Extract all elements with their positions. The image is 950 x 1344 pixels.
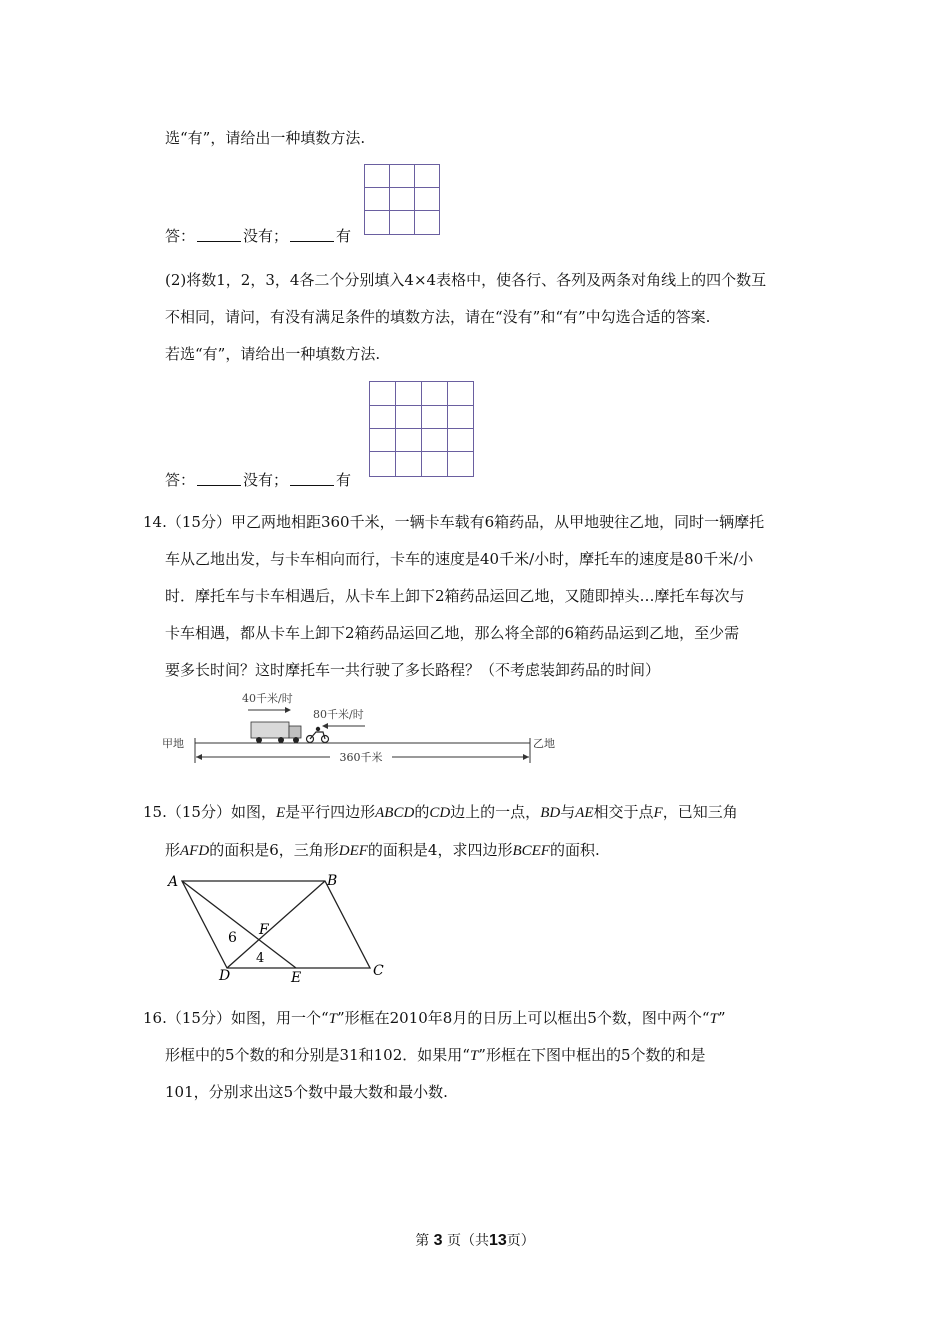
area-def-label: 4 xyxy=(256,951,265,966)
segment-ae xyxy=(182,881,296,968)
answer-blank[interactable] xyxy=(197,471,241,486)
end-label: 乙地 xyxy=(533,737,555,750)
answer-blank[interactable] xyxy=(290,471,334,486)
q13-part2-line1: (2)将数1，2，3，4各二个分别填入4×4表格中，使各行、各列及两条对角线上的四个数互 xyxy=(165,271,767,289)
distance-arrow-left xyxy=(196,754,202,760)
truck-speed-label: 40千米/时 xyxy=(242,692,293,705)
q13-answer-1: 答： 没有； 有 xyxy=(165,227,352,245)
q16-line2: 形框中的5个数的和分别是31和102．如果用“T”形框在下图中框出的5个数的和是 xyxy=(165,1046,706,1064)
motorcycle-icon xyxy=(307,727,329,743)
grid-4x4 xyxy=(369,381,474,477)
label-e: E xyxy=(291,970,302,986)
answer-blank[interactable] xyxy=(197,227,241,242)
total-pages: 13 xyxy=(489,1232,507,1249)
q15-line1: 15.（15分）如图，E是平行四边形ABCD的CD边上的一点，BD与AE相交于点F，已知三角 xyxy=(143,803,738,821)
start-label: 甲地 xyxy=(162,737,184,750)
answer-blank[interactable] xyxy=(290,227,334,242)
q13-part1-tail: 选“有”，请给出一种填数方法. xyxy=(165,129,366,147)
moto-speed-label: 80千米/时 xyxy=(313,708,364,721)
area-afd-label: 6 xyxy=(228,930,237,946)
label-b: B xyxy=(327,873,338,889)
q14-line3: 时．摩托车与卡车相遇后，从卡车上卸下2箱药品运回乙地，又随即掉头…摩托车每次与 xyxy=(165,587,745,605)
grid-3x3 xyxy=(364,164,440,235)
q14-line5: 要多长时间？这时摩托车一共行驶了多长路程？（不考虑装卸药品的时间） xyxy=(165,661,661,679)
q13-part2-line2: 不相同，请问，有没有满足条件的填数方法，请在“没有”和“有”中勾选合适的答案. xyxy=(165,308,711,326)
parallelogram-figure xyxy=(160,866,400,990)
truck-icon xyxy=(251,722,301,743)
q16-line3: 101，分别求出这5个数中最大数和最小数. xyxy=(165,1083,448,1101)
label-a: A xyxy=(168,874,179,890)
label-c: C xyxy=(373,963,384,979)
label-f: F xyxy=(259,922,269,938)
q14-line4: 卡车相遇，都从卡车上卸下2箱药品运回乙地，那么将全部的6箱药品运到乙地，至少需 xyxy=(165,624,740,642)
moto-arrow-head xyxy=(322,723,328,729)
q14-line1: 14.（15分）甲乙两地相距360千米，一辆卡车载有6箱药品，从甲地驶往乙地，同时一辆摩托 xyxy=(143,513,765,531)
truck-arrow-head xyxy=(285,707,291,713)
current-page: 3 xyxy=(433,1232,443,1249)
segment-bd xyxy=(227,881,325,968)
label-d: D xyxy=(219,968,231,984)
q13-part2-line3: 若选“有”，请给出一种填数方法. xyxy=(165,345,381,363)
truck-motorcycle-figure xyxy=(160,688,570,770)
distance-arrow-right xyxy=(523,754,529,760)
distance-label: 360千米 xyxy=(339,751,383,764)
q15-line2: 形AFD的面积是6，三角形DEF的面积是4，求四边形BCEF的面积. xyxy=(165,841,600,859)
q14-line2: 车从乙地出发，与卡车相向而行，卡车的速度是40千米/小时，摩托车的速度是80千米/小 xyxy=(165,550,754,568)
q13-answer-2: 答： 没有； 有 xyxy=(165,471,352,489)
q16-line1: 16.（15分）如图，用一个“T”形框在2010年8月的日历上可以框出5个数，图中两个“T” xyxy=(143,1009,726,1027)
page-footer: 第 3 页（共13页） xyxy=(415,1232,535,1249)
